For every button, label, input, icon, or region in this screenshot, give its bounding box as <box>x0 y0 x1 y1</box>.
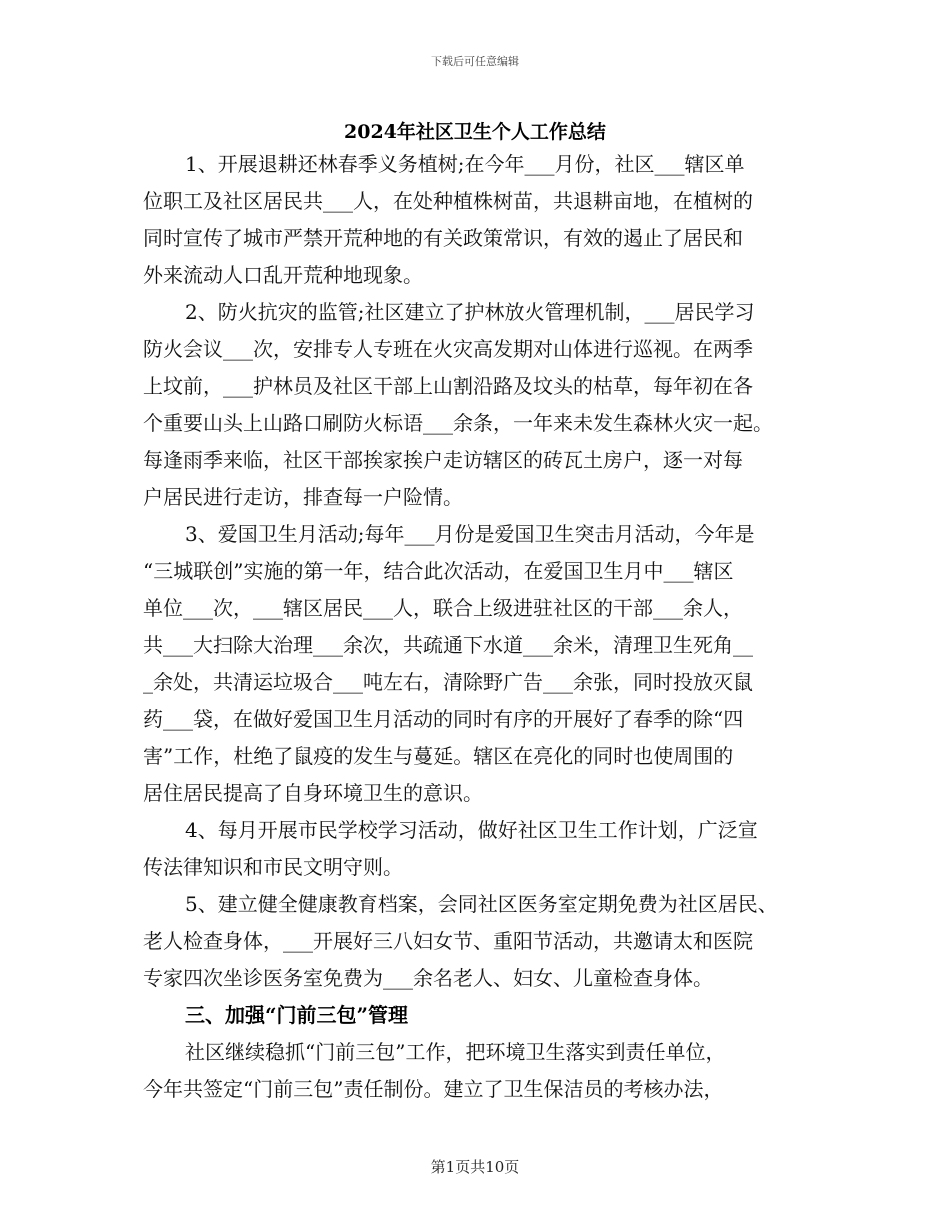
body-line: 老人检查身体，___开展好三八妇女节、重阳节活动，共邀请太和医院 <box>143 929 753 953</box>
body-line: _余处，共清运垃圾合___吨左右，清除野广告___余张，同时投放灭鼠 <box>143 670 753 694</box>
body-line: 5、建立健全健康教育档案，会同社区医务室定期免费为社区居民、 <box>185 892 778 916</box>
body-line: 4、每月开展市民学校学习活动，做好社区卫生工作计划，广泛宣 <box>185 818 758 842</box>
body-line: 3、爱国卫生月活动;每年___月份是爱国卫生突击月活动，今年是 <box>185 522 755 546</box>
body-line: 传法律知识和市民文明守则。 <box>143 855 403 879</box>
body-line: 共___大扫除大治理___余次，共疏通下水道___余米，清理卫生死角__ <box>143 633 753 657</box>
document-title: 2024年社区卫生个人工作总结 <box>344 121 606 143</box>
body-line: 上坟前，___护林员及社区干部上山割沿路及坟头的枯草，每年初在各 <box>143 374 753 398</box>
header-note: 下载后可任意编辑 <box>431 55 519 68</box>
body-line: 同时宣传了城市严禁开荒种地的有关政策常识，有效的遏止了居民和 <box>143 226 743 250</box>
body-line: 2、防火抗灾的监管;社区建立了护林放火管理机制，___居民学习 <box>185 300 755 324</box>
body-line: 位职工及社区居民共___人，在处种植株树苗，共退耕亩地，在植树的 <box>143 189 753 213</box>
page-footer: 第1页共10页 <box>430 1158 520 1176</box>
body-line: 防火会议___次，安排专人专班在火灾高发期对山体进行巡视。在两季 <box>143 337 753 361</box>
body-line: 社区继续稳抓“门前三包”工作，把环境卫生落实到责任单位， <box>185 1040 726 1064</box>
body-line: 害”工作，杜绝了鼠疫的发生与蔓延。辖区在亮化的同时也使周围的 <box>143 744 734 768</box>
body-line: “三城联创”实施的第一年，结合此次活动，在爱国卫生月中___辖区 <box>143 559 734 583</box>
body-line: 单位___次，___辖区居民___人，联合上级进驻社区的干部___余人， <box>143 596 743 620</box>
body-line: 专家四次坐诊医务室免费为___余名老人、妇女、儿童检查身体。 <box>143 966 713 990</box>
body-line: 今年共签定“门前三包”责任制份。建立了卫生保洁员的考核办法， <box>143 1077 724 1101</box>
body-line: 每逢雨季来临，社区干部挨家挨户走访辖区的砖瓦土房户，逐一对每 <box>143 448 743 472</box>
section-heading: 三、加强“门前三包”管理 <box>185 1003 409 1027</box>
body-line: 居住居民提高了自身环境卫生的意识。 <box>143 781 483 805</box>
body-line: 户居民进行走访，排查每一户险情。 <box>143 485 463 509</box>
body-line: 外来流动人口乱开荒种地现象。 <box>143 263 423 287</box>
body-line: 个重要山头上山路口刷防火标语___余条，一年来未发生森林火灾一起。 <box>143 411 773 435</box>
body-line: 1、开展退耕还林春季义务植树;在今年___月份，社区___辖区单 <box>185 152 745 176</box>
body-line: 药___袋，在做好爱国卫生月活动的同时有序的开展好了春季的除“四 <box>143 707 744 731</box>
